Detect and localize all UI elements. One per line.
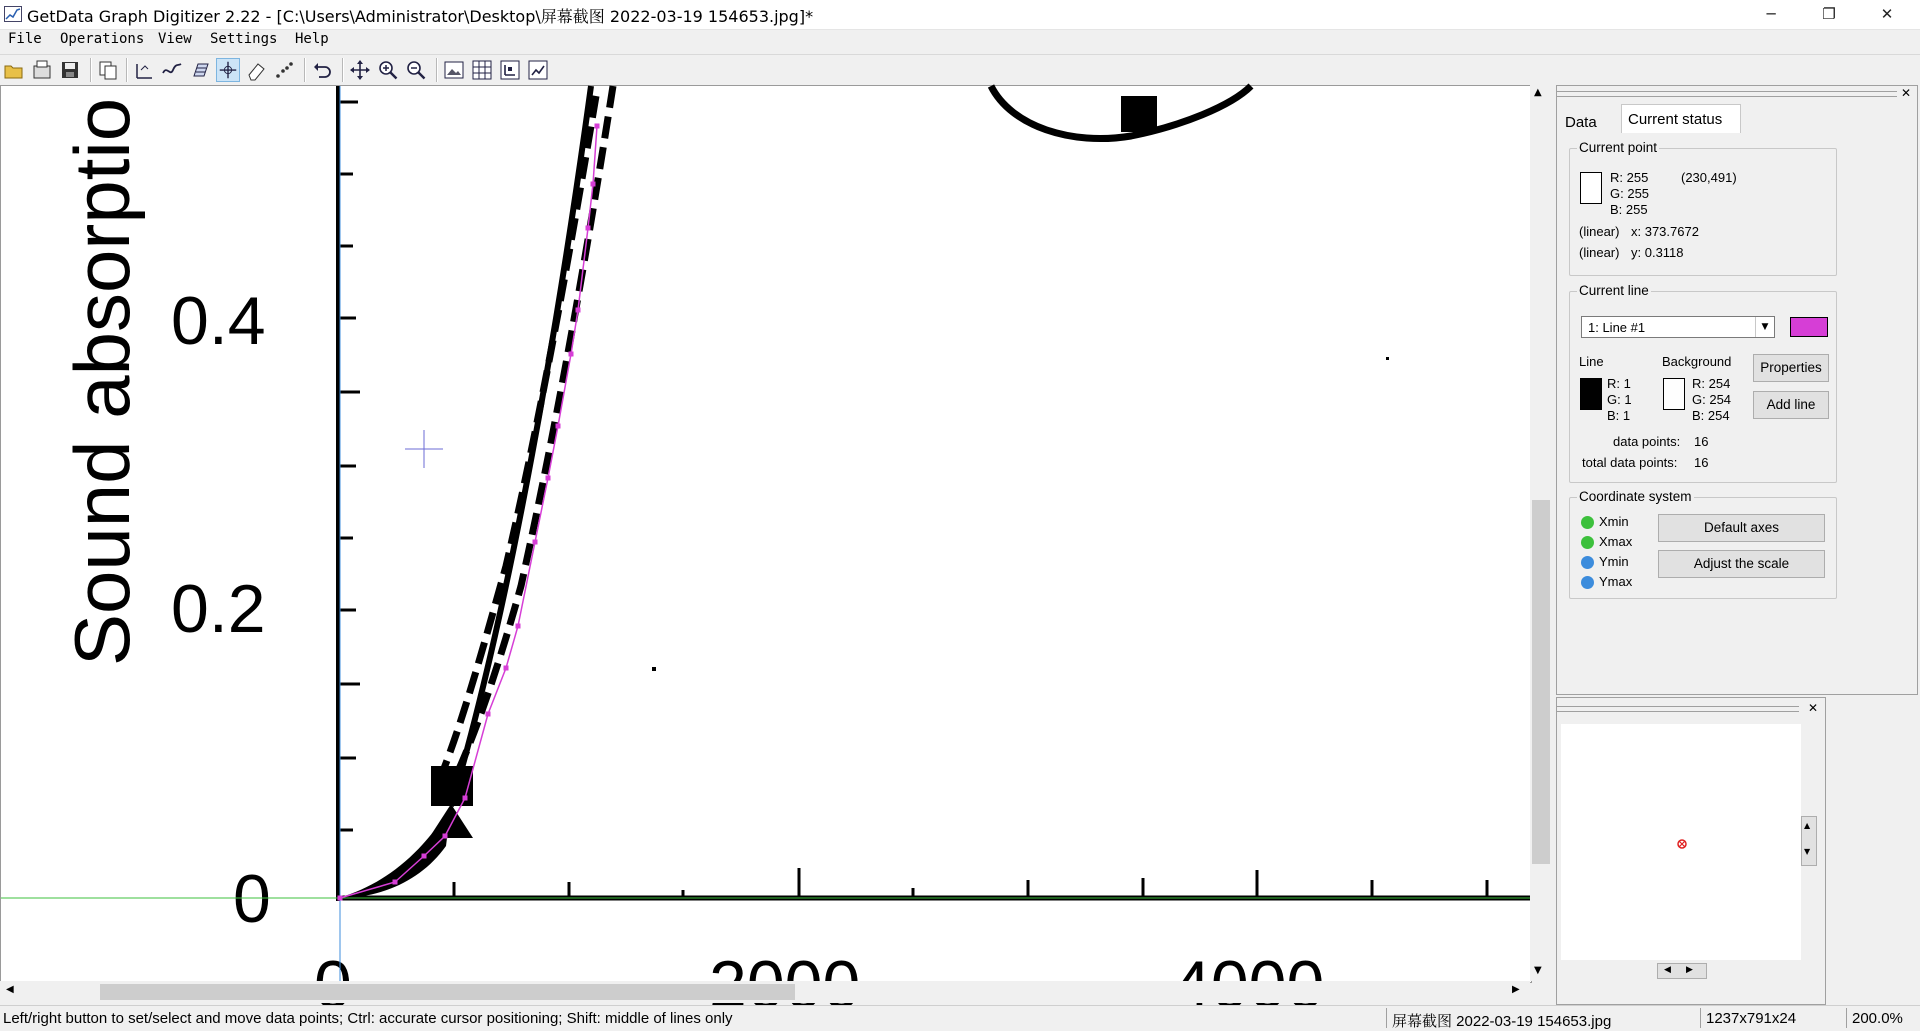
digitized-point[interactable] [516,624,521,629]
maximize-button[interactable]: ❐ [1822,5,1836,23]
spinner-down-icon[interactable]: ▼ [1804,847,1811,856]
point-capture-icon[interactable] [132,58,156,82]
grid-icon[interactable] [470,58,494,82]
horizontal-scroll-thumb[interactable] [100,984,795,1000]
digitized-point[interactable] [576,308,581,313]
digitized-point[interactable] [546,476,551,481]
preview-panel [1556,697,1826,1005]
scroll-right-arrow[interactable]: ▶ [1512,984,1520,995]
current-point-r: R: 255 [1610,170,1649,185]
ymax-indicator-dot [1581,576,1594,589]
digitized-point[interactable] [443,834,448,839]
copy-icon[interactable] [96,58,120,82]
horizontal-scrollbar[interactable] [0,981,1530,1003]
move-icon[interactable] [348,58,372,82]
zoom-out-icon[interactable] [404,58,428,82]
vertical-scroll-thumb[interactable] [1532,500,1550,864]
scroll-up-arrow[interactable]: ▲ [1534,87,1542,98]
y-tick-label: 0.4 [171,283,266,359]
default-axes-button[interactable]: Default axes [1658,514,1825,542]
properties-button[interactable]: Properties [1753,354,1829,382]
chart-icon[interactable] [526,58,550,82]
digitized-point[interactable] [463,796,468,801]
digitized-point[interactable] [393,880,398,885]
app-icon [4,6,22,22]
coordinate-system-label: Coordinate system [1579,489,1692,504]
zoom-in-icon[interactable] [376,58,400,82]
toolbar-separator [90,58,92,82]
image-icon[interactable] [442,58,466,82]
y-axis [338,86,360,901]
status-zoom: 200.0% [1852,1010,1903,1027]
ymin-label: Ymin [1599,554,1629,569]
panel-grip[interactable] [1557,91,1897,97]
spinner-right-icon[interactable]: ▶ [1686,965,1693,975]
graph-image [1,86,1531,982]
status-filename: 屏幕截图 2022-03-19 154653.jpg [1392,1013,1612,1030]
toolbar-separator [126,58,128,82]
magnifier-cursor-icon [1677,839,1687,849]
cursor-crosshair [405,430,443,468]
digitized-point[interactable] [338,896,343,901]
digitized-point[interactable] [533,540,538,545]
digitized-point[interactable] [486,712,491,717]
background-r: R: 254 [1692,376,1731,391]
current-line-label: Current line [1579,283,1649,298]
graph-canvas[interactable] [0,85,1532,983]
line-color-label: Line [1579,354,1604,369]
preview-close-icon[interactable]: ✕ [1808,701,1819,715]
total-data-points-count: 16 [1694,455,1709,470]
menu-help[interactable]: Help [295,31,329,47]
adjust-scale-button[interactable]: Adjust the scale [1658,550,1825,578]
x-axis [338,868,1531,898]
data-points-label: data points: [1613,434,1681,449]
vertical-scrollbar[interactable] [1530,85,1552,981]
status-panel [1556,85,1918,695]
current-point-g: G: 255 [1610,186,1650,201]
line-select-value: 1: Line #1 [1588,320,1646,335]
y-tick-label: 0.2 [171,571,266,647]
status-image-size: 1237x791x24 [1706,1010,1797,1027]
open-icon[interactable] [2,58,26,82]
status-hint: Left/right button to set/select and move data points; Ctrl: accurate cursor positioning; Shift: middle of lines only [3,1010,733,1027]
digitized-line[interactable] [338,124,600,901]
digitized-point[interactable] [595,124,600,129]
menu-bar [0,30,1920,52]
menu-view[interactable]: View [158,31,192,47]
status-divider [1700,1008,1701,1028]
toolbar-separator [304,58,306,82]
add-line-button[interactable]: Add line [1753,391,1829,419]
preview-panel-grip[interactable] [1557,706,1799,712]
image-marker-square [1121,96,1157,132]
area-capture-icon[interactable] [188,58,212,82]
xmin-label: Xmin [1599,514,1629,529]
toolbar-separator [342,58,344,82]
undo-icon[interactable] [310,58,334,82]
image-marker-triangle [429,804,473,838]
menu-file[interactable]: File [8,31,42,47]
minimize-button[interactable]: ─ [1766,5,1776,23]
current-y-value: y: 0.3118 [1631,245,1684,260]
background-color-label: Background [1662,354,1732,369]
window-title: GetData Graph Digitizer 2.22 - [C:\Users\Administrator\Desktop\屏幕截图 2022-03-19 154653.jpg]* [27,7,814,26]
xmax-indicator-dot [1581,536,1594,549]
spinner-left-icon[interactable]: ◀ [1664,965,1671,975]
panel-close-icon[interactable]: ✕ [1901,86,1912,100]
toolbar-separator [436,58,438,82]
magnifier-view [1561,724,1801,960]
image-curve-main [451,86,591,806]
digitized-point[interactable] [504,666,509,671]
tab-current-status[interactable] [1621,104,1741,133]
image-speck [652,667,656,671]
line-g: G: 1 [1607,392,1632,407]
line-color-swatch[interactable] [1790,317,1828,337]
tab-data[interactable]: Data [1565,114,1597,131]
y-tick-label: 0 [233,861,271,937]
chevron-down-icon[interactable]: ▼ [1755,317,1774,337]
xmin-indicator-dot [1581,516,1594,529]
digitized-point[interactable] [569,352,574,357]
menu-operations[interactable]: Operations [60,31,145,47]
save-icon[interactable] [58,58,82,82]
total-data-points-label: total data points: [1582,455,1678,470]
close-button[interactable]: ✕ [1880,5,1894,23]
cursor-icon[interactable] [216,58,240,82]
auto-trace-icon[interactable] [272,58,296,82]
scroll-left-arrow[interactable]: ◀ [6,984,14,995]
data-points-count: 16 [1694,434,1709,449]
menu-settings[interactable]: Settings [210,31,278,47]
x-scale-type: (linear) [1579,224,1620,239]
y-axis-title: Sound absorptio [58,97,146,666]
current-point-label: Current point [1579,140,1658,155]
axes-icon[interactable] [498,58,522,82]
tab-current-status-label: Current status [1628,111,1723,128]
scan-icon[interactable] [30,58,54,82]
digitized-point[interactable] [422,854,427,859]
current-x-value: x: 373.7672 [1631,224,1699,239]
current-point-coords: (230,491) [1681,170,1737,185]
current-point-color-swatch [1580,172,1602,204]
line-b: B: 1 [1607,408,1631,423]
background-b: B: 254 [1692,408,1730,423]
image-curve-dashed [441,86,613,786]
magnifier-pan-spinner[interactable] [1657,963,1707,979]
digitized-point[interactable] [591,182,596,187]
status-divider [1386,1008,1387,1028]
digitized-point[interactable] [556,424,561,429]
magnifier-zoom-spinner[interactable] [1801,816,1817,866]
background-color-sample [1663,378,1685,410]
status-divider [1846,1008,1847,1028]
eraser-icon[interactable] [244,58,268,82]
digitized-point[interactable] [586,226,591,231]
line-color-sample [1580,378,1602,410]
line-select-dropdown[interactable] [1581,316,1775,338]
image-speck [1386,357,1389,360]
line-r: R: 1 [1607,376,1631,391]
spinner-up-icon[interactable]: ▲ [1804,821,1811,830]
ymax-label: Ymax [1599,574,1633,589]
scroll-down-arrow[interactable]: ▼ [1534,965,1542,976]
y-scale-type: (linear) [1579,245,1620,260]
line-capture-icon[interactable] [160,58,184,82]
xmax-label: Xmax [1599,534,1633,549]
background-g: G: 254 [1692,392,1732,407]
ymin-indicator-dot [1581,556,1594,569]
current-point-b: B: 255 [1610,202,1648,217]
